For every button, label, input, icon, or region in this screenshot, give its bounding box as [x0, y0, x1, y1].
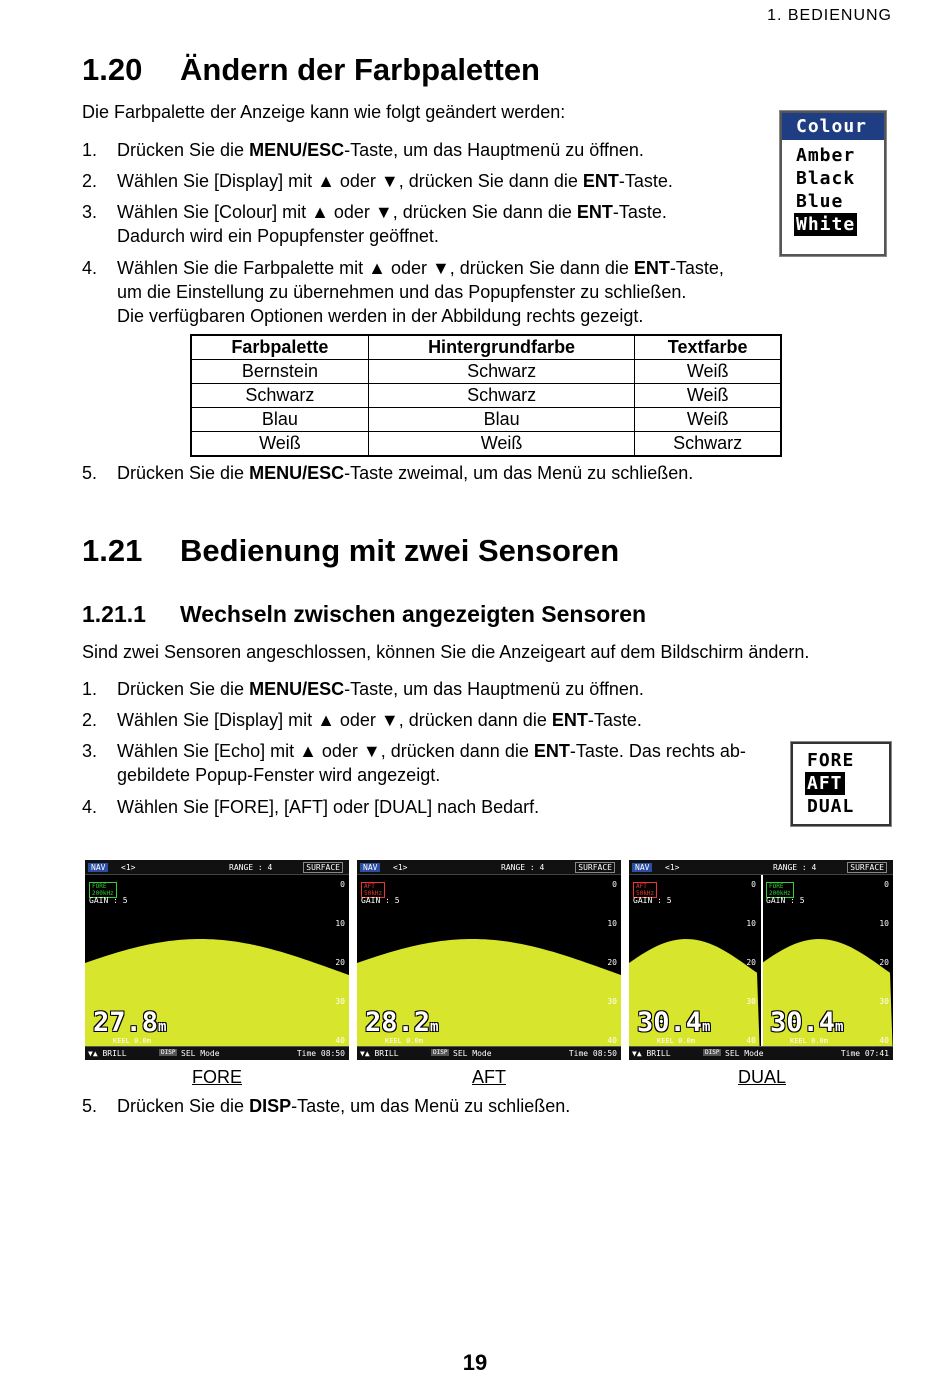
depth-readout: 30.4m: [770, 1007, 844, 1038]
palette-table-header: Hintergrundfarbe: [368, 335, 634, 360]
step-text: Drücken Sie die MENU/ESC-Taste, um das Hauptmenü zu öffnen.: [117, 679, 644, 699]
step-text: Drücken Sie die DISP-Taste, um das Menü zu schließen.: [117, 1096, 571, 1116]
keel-offset: KEEL 0.0m: [790, 1037, 828, 1045]
step-text-line: Dadurch wird ein Popupfenster geöffnet.: [117, 226, 439, 246]
palette-table-cell: Weiß: [368, 432, 634, 457]
step-text-line: Die verfügbaren Optionen werden in der Abbildung rechts gezeigt.: [117, 306, 644, 326]
screen-top-bar: [629, 860, 893, 875]
depth-readout: 30.4m: [637, 1007, 711, 1038]
nav-badge: NAV: [88, 863, 108, 872]
step-text: Drücken Sie die MENU/ESC-Taste zweimal, um das Menü zu schließen.: [117, 463, 694, 483]
popup-option-dual: DUAL: [807, 796, 855, 817]
section-heading-1-20: 1.20 Ändern der Farbpaletten: [82, 52, 540, 87]
page-number: 19: [462, 1350, 488, 1375]
palette-table-cell: Bernstein: [191, 360, 368, 384]
keel-offset: KEEL 0.0m: [385, 1037, 423, 1045]
palette-table-header: Textfarbe: [635, 335, 781, 360]
brill-label: ▼▲ BRILL: [632, 1049, 671, 1058]
depth-scale-label: 0: [612, 880, 617, 889]
screen-caption-fore: FORE: [192, 1067, 243, 1087]
palette-table: [190, 334, 782, 457]
frequency-badge: FORE 200kHz: [89, 882, 117, 898]
step-number: 4.: [82, 797, 98, 817]
section-heading-1-21: 1.21 Bedienung mit zwei Sensoren: [82, 533, 620, 568]
screen-caption-aft: AFT: [472, 1067, 506, 1087]
depth-scale-label: 40: [746, 1036, 756, 1045]
gain-label: GAIN : 5: [361, 896, 400, 905]
channel-label: <1>: [121, 863, 136, 872]
palette-table-cell: Schwarz: [635, 432, 781, 457]
palette-table-cell: Blau: [191, 408, 368, 432]
mode-label: SURFACE: [847, 862, 887, 873]
depth-scale-label: 20: [607, 958, 617, 967]
time-label: Time 08:50: [568, 1049, 617, 1058]
depth-scale-label: 30: [746, 997, 756, 1006]
mode-label: SURFACE: [303, 862, 343, 873]
disp-key-label: DISP: [433, 1049, 448, 1056]
depth-scale-label: 40: [335, 1036, 345, 1045]
step-text: Wählen Sie [FORE], [AFT] oder [DUAL] nach Bedarf.: [117, 797, 540, 817]
popup-option-amber: Amber: [796, 145, 856, 166]
gain-label: GAIN : 5: [633, 896, 672, 905]
nav-badge: NAV: [360, 863, 380, 872]
echo-popup: [791, 742, 891, 826]
palette-table-row: [191, 432, 781, 457]
sel-mode-label: SEL Mode: [725, 1049, 764, 1058]
depth-scale-label: 20: [746, 958, 756, 967]
depth-scale-label: 10: [335, 919, 345, 928]
gain-label: GAIN : 5: [89, 896, 128, 905]
echo-screen-dual: [629, 860, 893, 1060]
depth-scale-label: 0: [340, 880, 345, 889]
palette-table-cell: Weiß: [635, 408, 781, 432]
step-number: 5.: [82, 463, 98, 483]
screen-top-bar: [357, 860, 621, 875]
time-label: Time 08:50: [296, 1049, 345, 1058]
step-number: 2.: [82, 171, 98, 191]
disp-key-label: DISP: [161, 1049, 176, 1056]
depth-scale-label: 40: [879, 1036, 889, 1045]
step-text: Wählen Sie [Display] mit ▲ oder ▼, drücken Sie dann die ENT-Taste.: [117, 171, 673, 191]
frequency-badge: AFT 50kHz: [361, 882, 385, 898]
popup-option-white: White: [796, 214, 856, 235]
pane-divider: [761, 874, 763, 1060]
step-number: 1.: [82, 679, 98, 699]
depth-scale-label: 40: [607, 1036, 617, 1045]
palette-table-cell: Weiß: [635, 384, 781, 408]
step-number: 5.: [82, 1096, 98, 1116]
sel-mode-label: SEL Mode: [181, 1049, 220, 1058]
frequency-badge: FORE 200kHz: [766, 882, 794, 898]
step-text: Wählen Sie [Colour] mit ▲ oder ▼, drücken Sie dann die ENT-Taste.: [117, 202, 667, 222]
popup-option-black: Black: [796, 168, 856, 189]
step-text-line: gebildete Popup-Fenster wird angezeigt.: [117, 765, 441, 785]
palette-table-cell: Schwarz: [368, 384, 634, 408]
popup-option-fore: FORE: [807, 750, 855, 771]
popup-option-aft: AFT: [807, 773, 843, 794]
palette-table-header: Farbpalette: [191, 335, 368, 360]
screen-bottom-bar: [85, 1046, 349, 1060]
popup-option-blue: Blue: [796, 191, 844, 212]
depth-readout: 28.2m: [365, 1007, 439, 1038]
nav-badge: NAV: [632, 863, 652, 872]
screen-top-bar: [85, 860, 349, 875]
mode-label: SURFACE: [575, 862, 615, 873]
depth-scale-label: 0: [884, 880, 889, 889]
sec120-step-4: [82, 256, 782, 336]
echo-pane: [357, 860, 621, 1060]
channel-label: <1>: [393, 863, 408, 872]
palette-table-cell: Blau: [368, 408, 634, 432]
palette-table-row: [191, 384, 781, 408]
palette-table-cell: Weiß: [635, 360, 781, 384]
range-label: RANGE : 4: [229, 863, 273, 872]
echo-pane: [762, 860, 893, 1060]
running-header: 1. BEDIENUNG: [767, 7, 892, 24]
sec120-step-5: [82, 461, 782, 541]
sec121-step-5: [82, 1094, 782, 1174]
brill-label: ▼▲ BRILL: [360, 1049, 399, 1058]
depth-scale-label: 20: [879, 958, 889, 967]
range-label: RANGE : 4: [501, 863, 545, 872]
depth-readout: 27.8m: [93, 1007, 167, 1038]
intro-1-21: Sind zwei Sensoren angeschlossen, können Sie die Anzeigeart auf dem Bildschirm ändern.: [82, 642, 810, 662]
colour-popup-title: Colour: [782, 113, 884, 140]
gain-label: GAIN : 5: [766, 896, 805, 905]
step-text: Wählen Sie die Farbpalette mit ▲ oder ▼, drücken Sie dann die ENT-Taste,: [117, 258, 724, 278]
range-label: RANGE : 4: [773, 863, 817, 872]
frequency-badge: AFT 50kHz: [633, 882, 657, 898]
screen-caption-dual: DUAL: [738, 1067, 787, 1087]
keel-offset: KEEL 0.0m: [113, 1037, 151, 1045]
screen-bottom-bar: [629, 1046, 893, 1060]
step-number: 4.: [82, 258, 98, 278]
echo-screen-aft: [357, 860, 621, 1060]
sel-mode-label: SEL Mode: [453, 1049, 492, 1058]
depth-scale-label: 20: [335, 958, 345, 967]
colour-popup: [780, 111, 886, 256]
depth-scale-label: 10: [879, 919, 889, 928]
intro-1-20: Die Farbpalette der Anzeige kann wie folgt geändert werden:: [82, 102, 566, 122]
step-number: 2.: [82, 710, 98, 730]
step-text-line: um die Einstellung zu übernehmen und das Popupfenster zu schließen.: [117, 282, 687, 302]
depth-scale-label: 30: [879, 997, 889, 1006]
depth-scale-label: 30: [335, 997, 345, 1006]
step-text: Wählen Sie [Echo] mit ▲ oder ▼, drücken dann die ENT-Taste. Das rechts ab-: [117, 741, 746, 761]
palette-table-cell: Schwarz: [368, 360, 634, 384]
depth-scale-label: 10: [746, 919, 756, 928]
step-text: Drücken Sie die MENU/ESC-Taste, um das Hauptmenü zu öffnen.: [117, 140, 644, 160]
depth-scale-label: 10: [607, 919, 617, 928]
step-number: 3.: [82, 202, 98, 222]
brill-label: ▼▲ BRILL: [88, 1049, 127, 1058]
time-label: Time 07:41: [840, 1049, 889, 1058]
depth-scale-label: 0: [751, 880, 756, 889]
subsection-heading-1-21-1: 1.21.1 Wechseln zwischen angezeigten Sensoren: [82, 601, 647, 627]
palette-table-cell: Weiß: [191, 432, 368, 457]
keel-offset: KEEL 0.0m: [657, 1037, 695, 1045]
step-text: Wählen Sie [Display] mit ▲ oder ▼, drücken dann die ENT-Taste.: [117, 710, 642, 730]
channel-label: <1>: [665, 863, 680, 872]
step-number: 3.: [82, 741, 98, 761]
palette-table-cell: Schwarz: [191, 384, 368, 408]
step-number: 1.: [82, 140, 98, 160]
echo-screen-fore: [85, 860, 349, 1060]
echo-pane: [629, 860, 760, 1060]
palette-table-row: [191, 408, 781, 432]
disp-key-label: DISP: [705, 1049, 720, 1056]
echo-pane: [85, 860, 349, 1060]
screen-bottom-bar: [357, 1046, 621, 1060]
palette-table-row: [191, 360, 781, 384]
depth-scale-label: 30: [607, 997, 617, 1006]
